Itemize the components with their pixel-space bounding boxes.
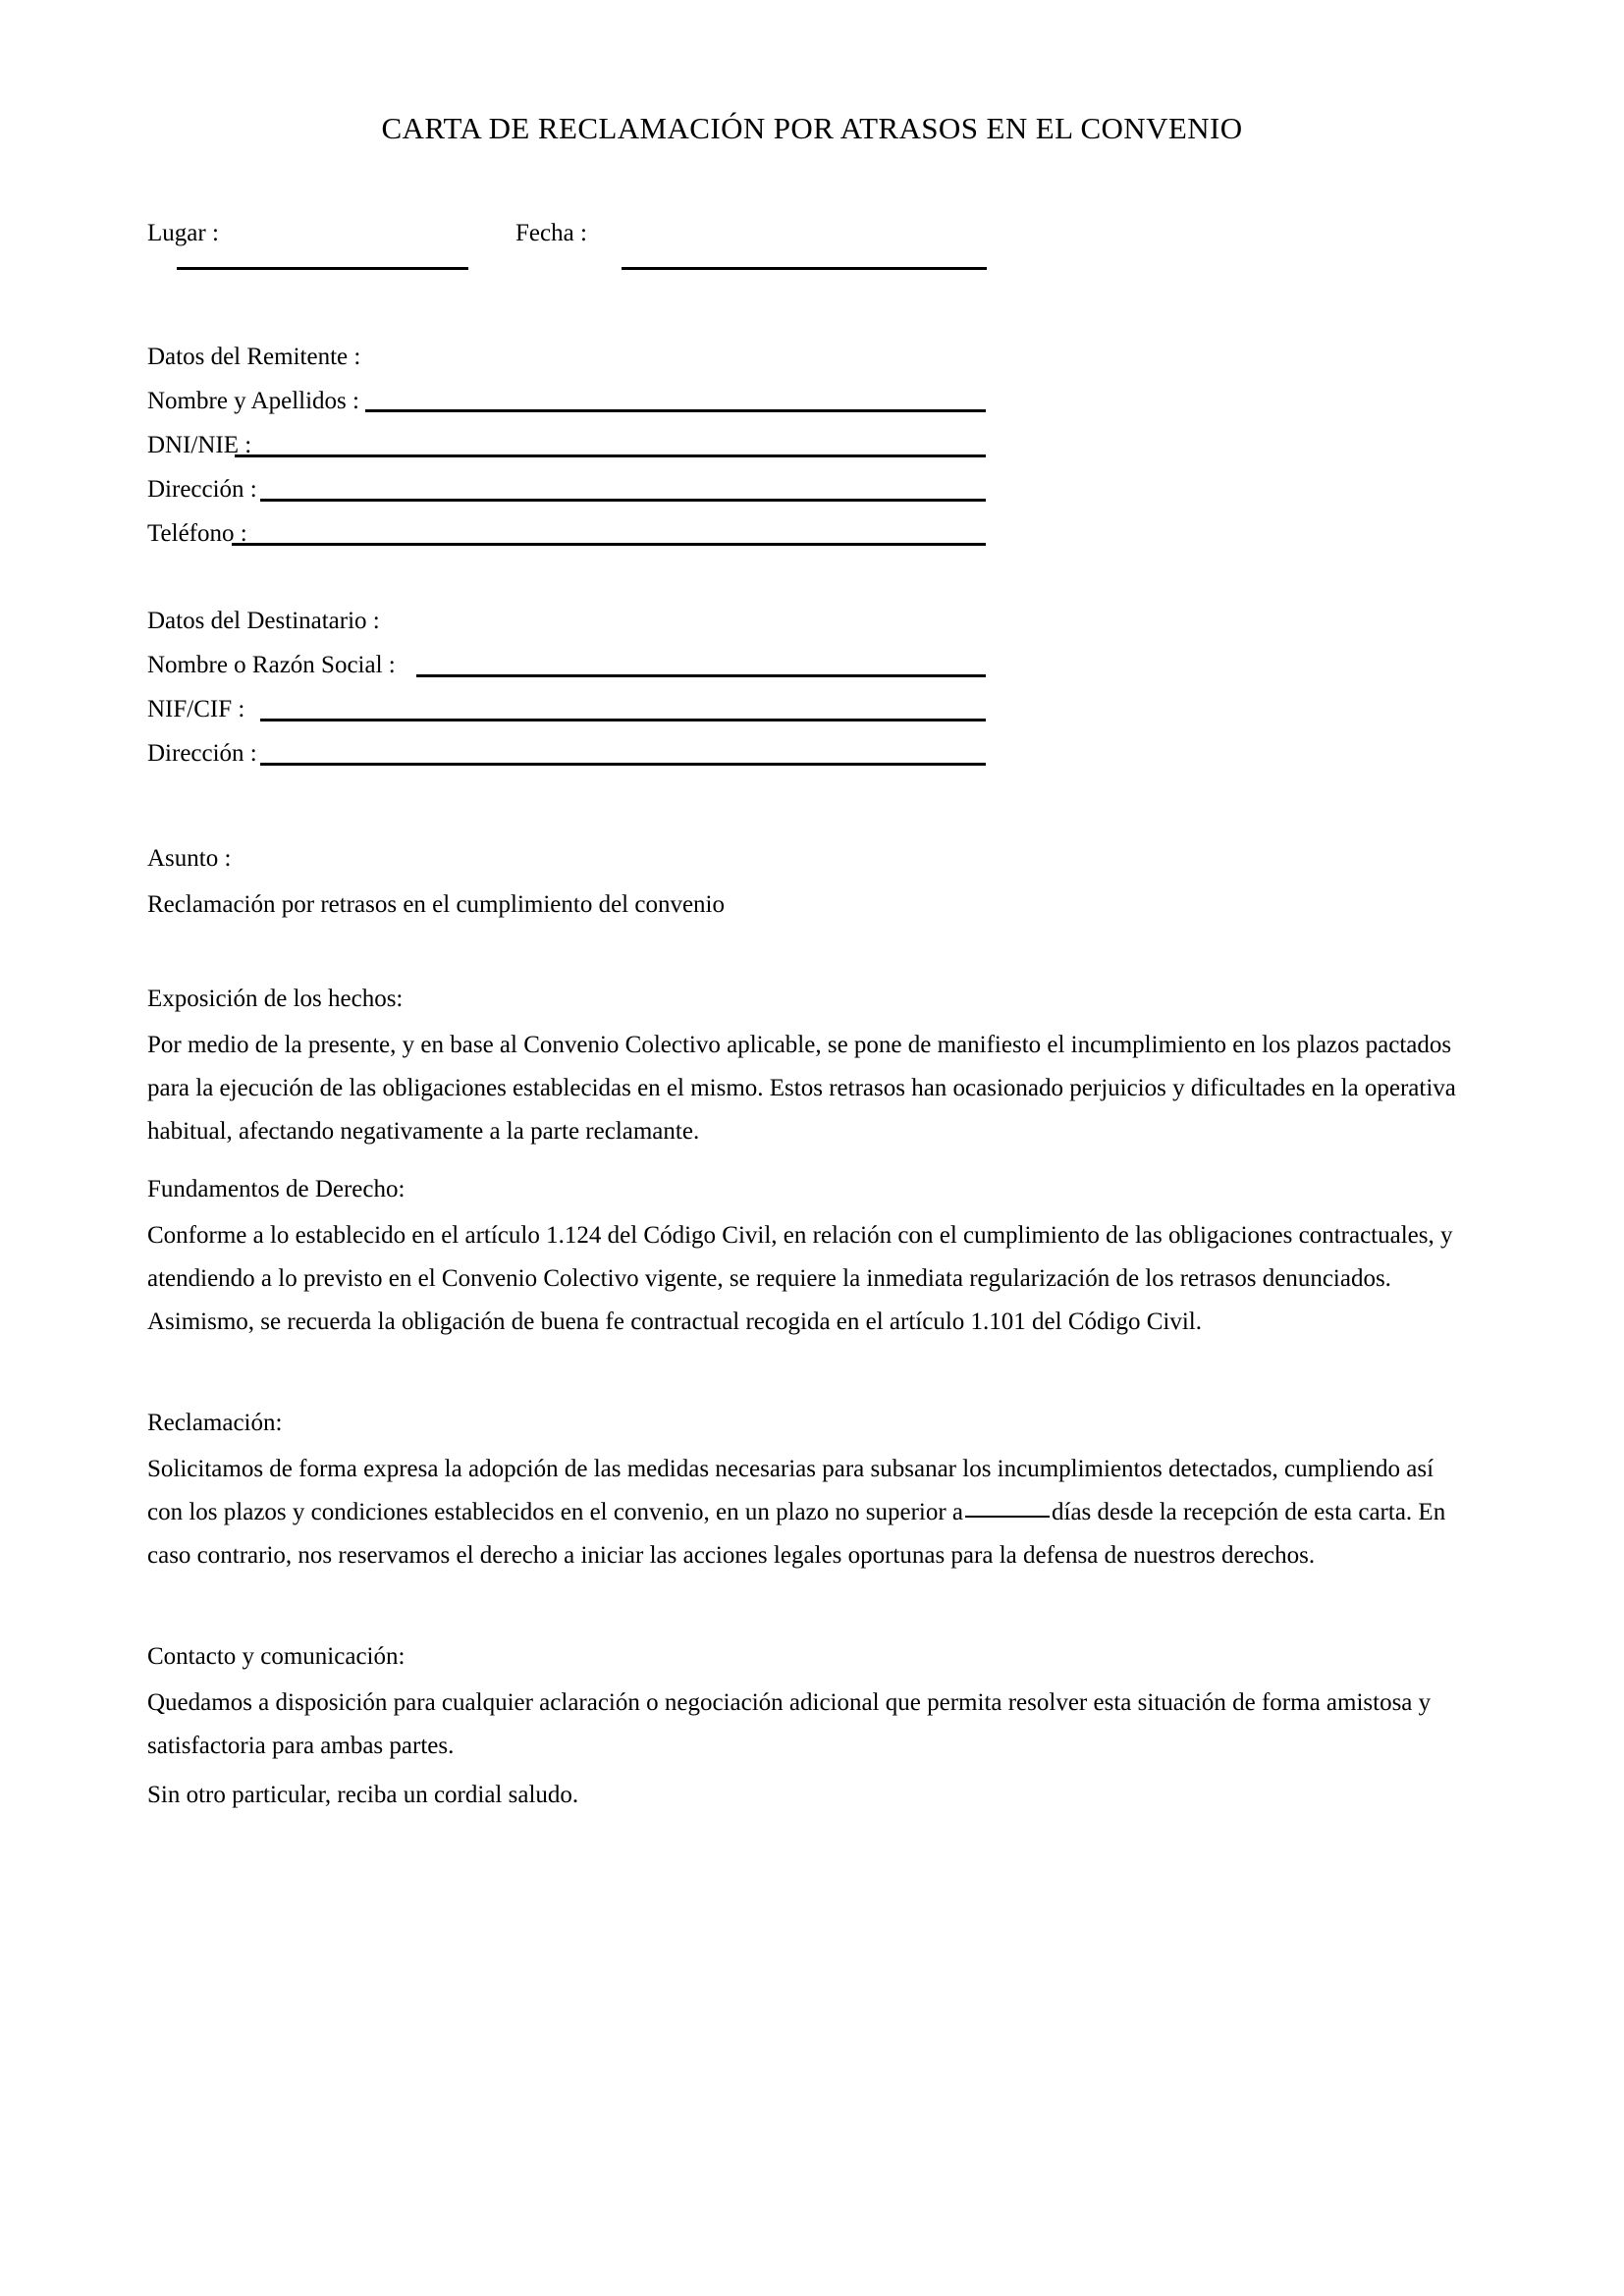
recipient-nombre-input-rule[interactable] — [416, 674, 986, 677]
recipient-nif-input-rule[interactable] — [260, 719, 986, 721]
claim-body-part1: Solicitamos de forma expresa la adopción de las medidas necesarias para subsanar los incumplimientos detectados, cumpliendo así con los plazos y condiciones establecidos en el convenio, en un plazo no superior a — [147, 1456, 1435, 1525]
recipient-field-label-direccion: Dirección : — [147, 740, 257, 767]
sender-telefono-input-rule[interactable] — [232, 543, 986, 546]
legal-grounds-body: Conforme a lo establecido en el artículo 1.124 del Código Civil, en relación con el cumplimiento de las obligaciones contractuales, y atendiendo a lo previsto en el Convenio Colectivo vigente, se requiere la inmediata regularización de los retrasos denunciados. Asimismo, se recuerda la obligación de buena fe contractual recogida en el artículo 1.101 del Código Civil. — [147, 1222, 1453, 1335]
fecha-label: Fecha : — [515, 220, 587, 246]
contact-heading: Contacto y comunicación: — [147, 1643, 406, 1670]
recipient-field-label-nif: NIF/CIF : — [147, 696, 245, 722]
closing-text: Sin otro particular, reciba un cordial saludo. — [147, 1782, 579, 1808]
sender-field-label-dni: DNI/NIE : — [147, 432, 252, 458]
sender-dni-input-rule[interactable] — [235, 454, 986, 457]
recipient-field-label-nombre: Nombre o Razón Social : — [147, 652, 396, 678]
fecha-input-rule[interactable] — [622, 267, 987, 270]
subject-label: Asunto : — [147, 845, 232, 872]
sender-field-label-nombre: Nombre y Apellidos : — [147, 388, 359, 414]
recipient-direccion-input-rule[interactable] — [260, 763, 986, 766]
page-title: CARTA DE RECLAMACIÓN POR ATRASOS EN EL CONVENIO — [381, 111, 1243, 145]
legal-grounds-heading: Fundamentos de Derecho: — [147, 1176, 406, 1202]
sender-nombre-input-rule[interactable] — [365, 409, 986, 412]
claim-days-input-blank[interactable] — [965, 1516, 1050, 1518]
sender-direccion-input-rule[interactable] — [260, 499, 986, 502]
claim-heading: Reclamación: — [147, 1410, 283, 1436]
sender-field-label-direccion: Dirección : — [147, 476, 257, 503]
sender-field-label-telefono: Teléfono : — [147, 520, 247, 547]
lugar-label: Lugar : — [147, 220, 219, 246]
facts-heading: Exposición de los hechos: — [147, 986, 404, 1012]
claim-body — [147, 1448, 1468, 1577]
contact-body: Quedamos a disposición para cualquier aclaración o negociación adicional que permita resolver esta situación de forma amistosa y satisfactoria para ambas partes. — [147, 1689, 1432, 1759]
facts-body: Por medio de la presente, y en base al Convenio Colectivo aplicable, se pone de manifiesto el incumplimiento en los plazos pactados para la ejecución de las obligaciones establecidas en el mismo. Estos retrasos han ocasionado perjuicios y dificultades en la operativa habitual, afectando negativamente a la parte reclamante. — [147, 1032, 1456, 1145]
recipient-section-label: Datos del Destinatario : — [147, 608, 380, 634]
subject-text: Reclamación por retrasos en el cumplimiento del convenio — [147, 891, 726, 918]
lugar-input-rule[interactable] — [177, 267, 468, 270]
claim-body-part2: días desde la recepción de esta carta. En caso contrario, nos reservamos el derecho a iniciar las acciones legales oportunas para la defensa de nuestros derechos. — [147, 1499, 1446, 1569]
sender-section-label: Datos del Remitente : — [147, 344, 361, 370]
